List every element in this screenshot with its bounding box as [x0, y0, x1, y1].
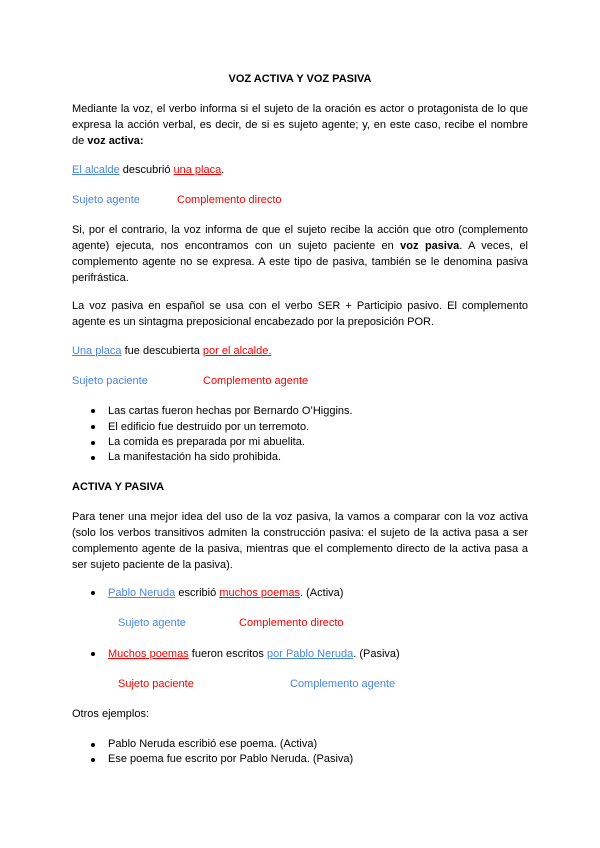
example4-verb: fueron escritos	[188, 648, 267, 660]
example3-label-subject: Sujeto agente	[118, 617, 186, 629]
example2-verb: fue descubierta	[121, 345, 203, 357]
list-item: Ese poema fue escrito por Pablo Neruda. (Pasiva)	[108, 753, 354, 765]
para2-bold-term: voz pasiva	[400, 240, 460, 252]
comparison-paragraph: Para tener una mejor idea del uso de la voz pasiva, la vamos a comparar con la voz activa (solo los verbos transitivos admiten la construcción pasiva: el sujeto de la activa pasa a ser complemento agente de la pasiva, mientras que el complemento directo de la activa pasa a ser sujeto paciente de la pasiva).	[72, 511, 528, 571]
example1-label-subject: Sujeto agente	[72, 194, 140, 206]
bullet-icon	[91, 425, 95, 429]
passive-paragraph	[72, 222, 528, 286]
bullet-icon	[91, 591, 95, 595]
example-active-neruda	[108, 585, 343, 601]
list-item: Pablo Neruda escribió ese poema. (Activa)	[108, 738, 318, 750]
para2-text-before: Si, por el contrario, la voz informa de que el sujeto recibe la acción que otro (complemento agente) ejecuta, nos encontramos con un sujeto paciente en	[72, 224, 528, 252]
example4-agent: por Pablo Neruda	[266, 648, 354, 660]
example4-end: . (Pasiva)	[353, 648, 400, 660]
list-item: Las cartas fueron hechas por Bernardo O’Higgins.	[108, 405, 353, 417]
example4-label-subject: Sujeto paciente	[118, 678, 194, 690]
example3-end: . (Activa)	[300, 587, 344, 599]
example3-object: muchos poemas	[219, 587, 301, 599]
example4-label-agent: Complemento agente	[290, 678, 396, 690]
list-item: La comida es preparada por mi abuelita.	[108, 436, 305, 448]
bullet-icon	[91, 456, 95, 460]
example-active-sentence	[72, 162, 224, 178]
example4-subject: Muchos poemas	[108, 648, 189, 660]
para2-text-after: . A veces, el complemento agente no se expresa. A este tipo de pasiva, también se le denomina pasiva perifrástica.	[72, 240, 529, 284]
list-item: La manifestación ha sido prohibida.	[108, 451, 282, 463]
example-passive-sentence	[72, 343, 271, 359]
bullet-icon	[91, 652, 95, 656]
intro-paragraph	[72, 101, 528, 149]
section-heading: ACTIVA Y PASIVA	[72, 481, 165, 493]
ser-participle-paragraph: La voz pasiva en español se usa con el verbo SER + Participio pasivo. El complemento agente es un sintagma preposicional encabezado por la preposición POR.	[72, 300, 528, 328]
page-title: VOZ ACTIVA Y VOZ PASIVA	[228, 73, 372, 85]
intro-bold-term: voz activa:	[87, 135, 144, 147]
bullet-icon	[91, 758, 95, 762]
example1-object: una placa	[173, 164, 222, 176]
example1-end: .	[221, 164, 225, 176]
bullet-icon	[91, 743, 95, 747]
example3-verb: escribió	[175, 587, 220, 599]
example2-label-agent: Complemento agente	[203, 375, 309, 387]
intro-text: Mediante la voz, el verbo informa si el sujeto de la oración es actor o protagonista de lo que expresa la acción verbal, es decir, de si es sujeto agente; y, en este caso, recibe el nombre de	[72, 103, 528, 147]
example2-label-subject: Sujeto paciente	[72, 375, 148, 387]
example3-label-object: Complemento directo	[239, 617, 344, 629]
example2-subject: Una placa	[72, 345, 122, 357]
others-label: Otros ejemplos:	[72, 708, 150, 720]
example1-label-object: Complemento directo	[177, 194, 282, 206]
example-passive-neruda	[108, 646, 400, 662]
bullet-icon	[91, 441, 95, 445]
example1-verb: descubrió	[119, 164, 174, 176]
bullet-icon	[91, 409, 95, 413]
example1-subject: El alcalde	[72, 164, 120, 176]
list-item: El edificio fue destruido por un terremoto.	[108, 421, 310, 433]
example2-agent: por el alcalde.	[202, 345, 272, 357]
example3-subject: Pablo Neruda	[108, 587, 176, 599]
